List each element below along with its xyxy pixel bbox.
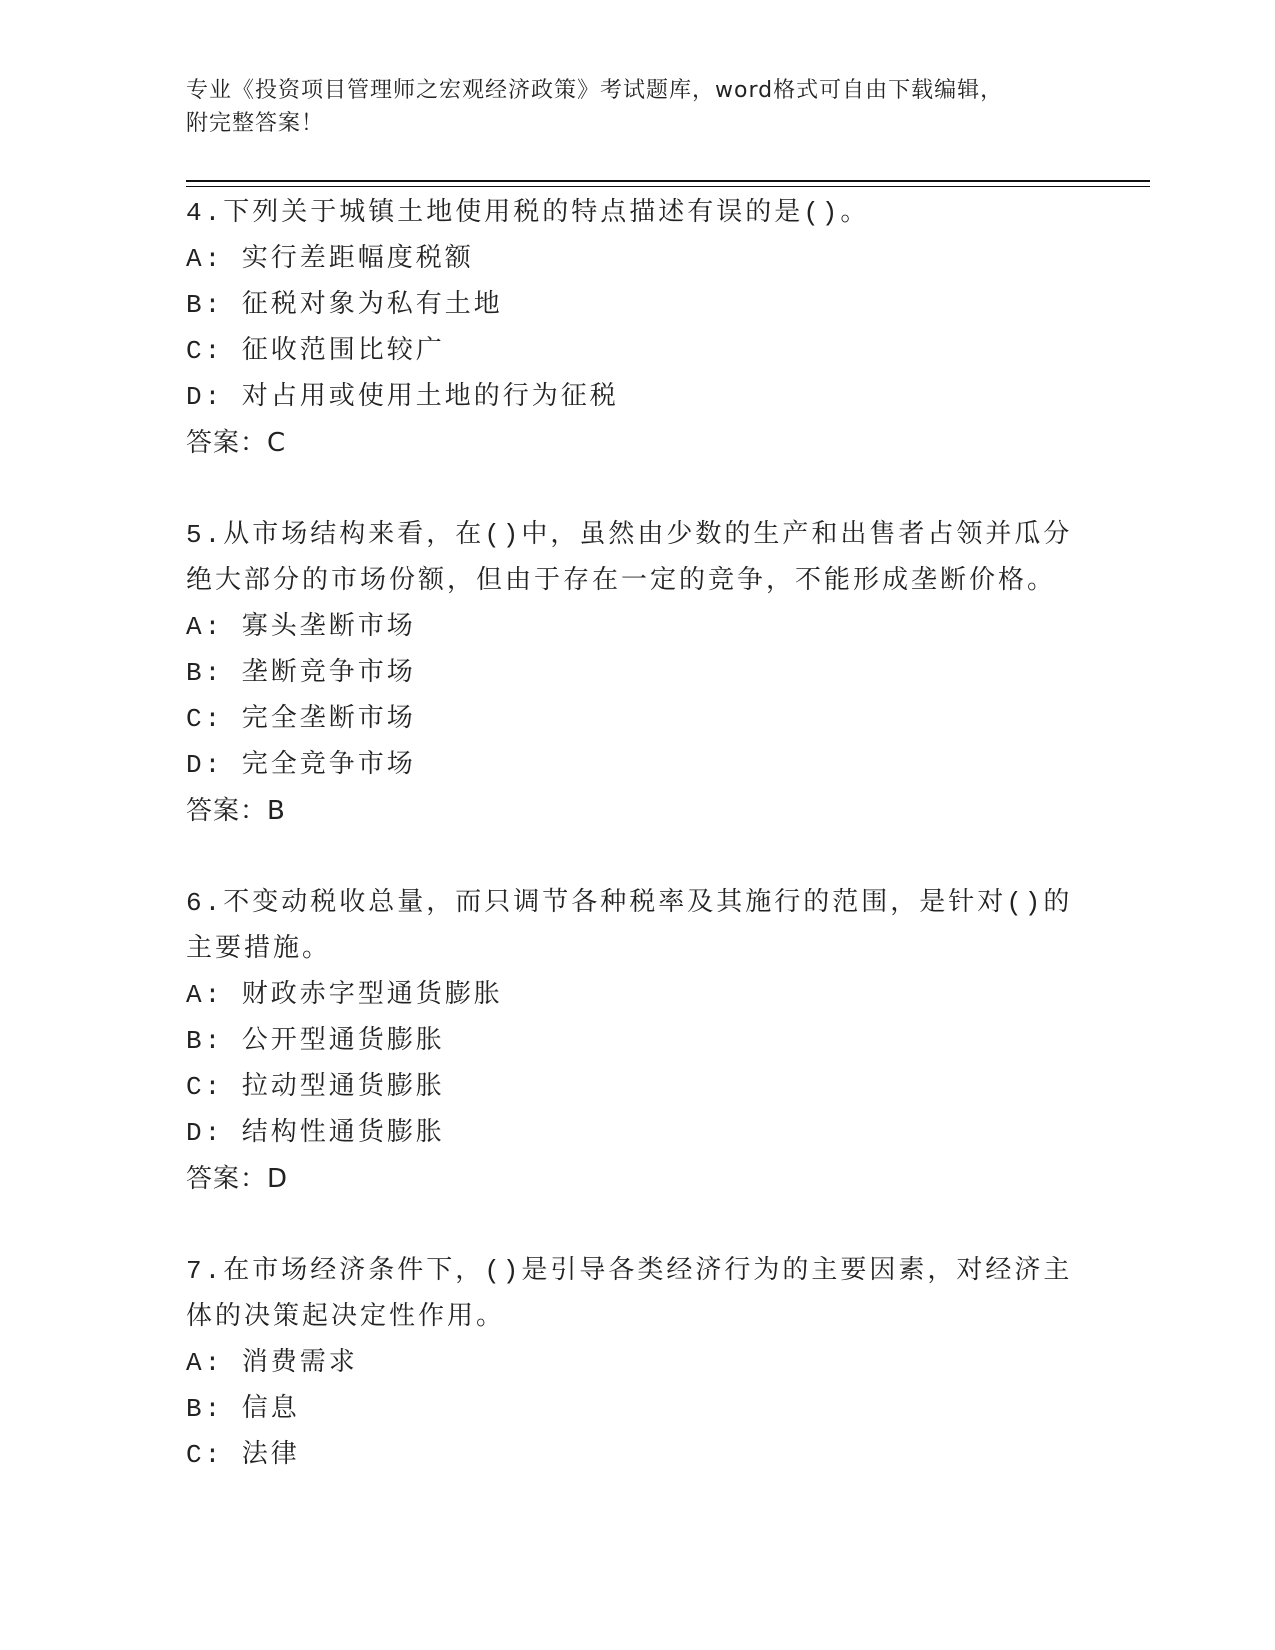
document-header (186, 74, 1066, 140)
option-a: A: 寡头垄断市场 (186, 612, 416, 642)
option-c: C: 拉动型通货膨胀 (186, 1072, 445, 1102)
question-6 (186, 880, 1086, 1202)
spacer (186, 466, 1086, 512)
option-a: A: 消费需求 (186, 1348, 358, 1378)
header-divider-thin (186, 186, 1150, 187)
option-d: D: 对占用或使用土地的行为征税 (186, 382, 619, 412)
option-b: B: 垄断竞争市场 (186, 658, 416, 688)
question-list (186, 190, 1086, 1478)
spacer (186, 1202, 1086, 1248)
option-c: C: 法律 (186, 1440, 300, 1470)
question-stem: 7.在市场经济条件下，()是引导各类经济行为的主要因素，对经济主 (186, 1256, 1073, 1286)
option-b: B: 征税对象为私有土地 (186, 290, 503, 320)
option-b: B: 信息 (186, 1394, 300, 1424)
header-line-1: 专业《投资项目管理师之宏观经济政策》考试题库，word格式可自由下载编辑， (186, 78, 1004, 103)
question-stem: 4.下列关于城镇土地使用税的特点描述有误的是()。 (186, 198, 870, 228)
question-stem: 6.不变动税收总量，而只调节各种税率及其施行的范围，是针对()的 (186, 888, 1073, 918)
question-stem: 5.从市场结构来看，在()中，虽然由少数的生产和出售者占领并瓜分 (186, 520, 1073, 550)
answer: 答案：D (186, 1164, 289, 1194)
question-stem-continued: 体的决策起决定性作用。 (186, 1302, 506, 1332)
answer: 答案：C (186, 428, 287, 458)
question-stem-continued: 绝大部分的市场份额，但由于存在一定的竞争，不能形成垄断价格。 (186, 566, 1057, 596)
question-4 (186, 190, 1086, 466)
option-c: C: 完全垄断市场 (186, 704, 416, 734)
option-d: D: 完全竞争市场 (186, 750, 416, 780)
option-a: A: 财政赤字型通货膨胀 (186, 980, 503, 1010)
question-stem-continued: 主要措施。 (186, 934, 332, 964)
answer: 答案：B (186, 796, 286, 826)
option-c: C: 征收范围比较广 (186, 336, 445, 366)
header-line-2: 附完整答案！ (186, 111, 325, 136)
spacer (186, 834, 1086, 880)
header-divider-thick (186, 180, 1150, 182)
option-b: B: 公开型通货膨胀 (186, 1026, 445, 1056)
question-5 (186, 512, 1086, 834)
option-d: D: 结构性通货膨胀 (186, 1118, 445, 1148)
option-a: A: 实行差距幅度税额 (186, 244, 474, 274)
question-7 (186, 1248, 1086, 1478)
